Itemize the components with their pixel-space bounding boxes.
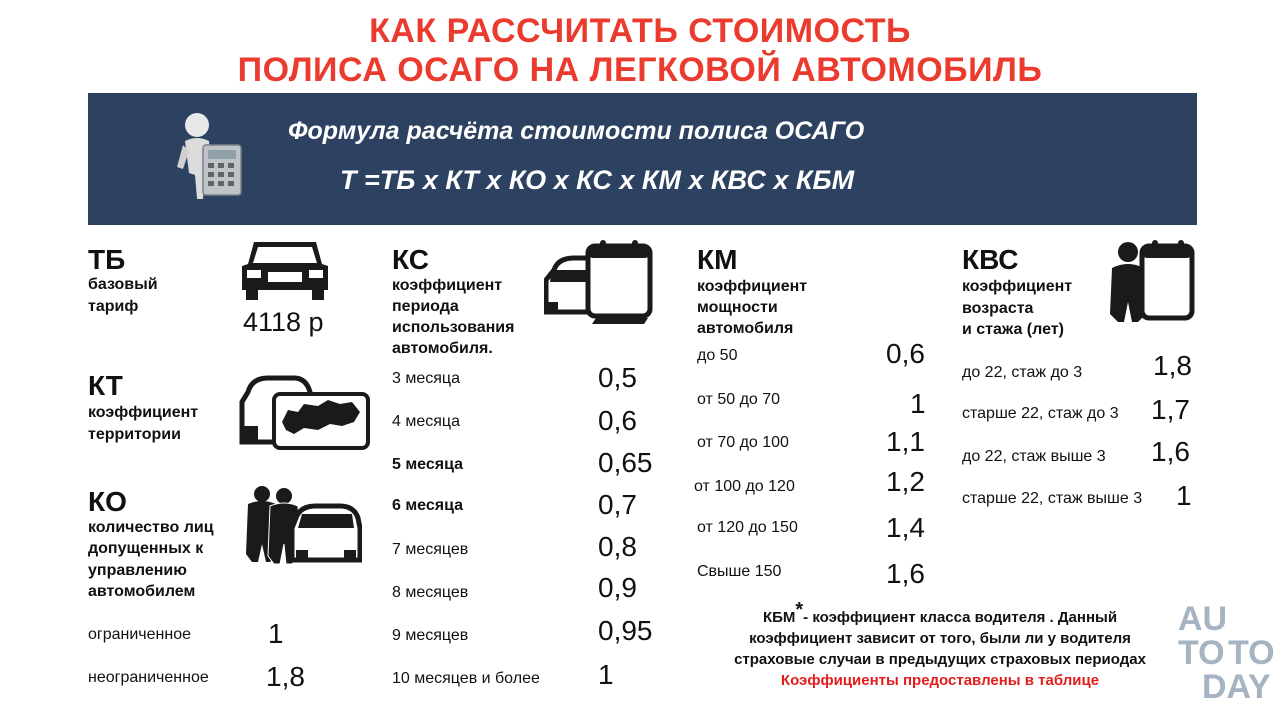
km-row-value: 1,2 <box>886 466 925 497</box>
car-front-icon <box>240 234 330 302</box>
kt-abbr: КТ <box>88 370 123 401</box>
title-line-2: ПОЛИСА ОСАГО НА ЛЕГКОВОЙ АВТОМОБИЛЬ <box>237 51 1043 89</box>
tb-value: 4118 р <box>243 307 324 337</box>
kbm-note-line-3: страховые случаи в предыдущих страховых периодах <box>734 651 1146 668</box>
kvs-desc-2: возраста <box>962 300 1034 317</box>
ks-row-value: 0,8 <box>598 531 637 562</box>
kbm-star: * <box>795 599 804 621</box>
ks-row-label: 3 месяца <box>392 370 460 387</box>
km-row-label: до 50 <box>697 347 738 364</box>
km-row-value: 1,6 <box>886 558 925 589</box>
km-row-value: 1 <box>910 388 926 419</box>
ks-row-label: 4 месяца <box>392 413 460 430</box>
kvs-abbr: КВС <box>962 244 1019 275</box>
kvs-row-value: 1,6 <box>1151 436 1190 467</box>
kbm-line-1-text: - коэффициент класса водителя . Данный <box>803 609 1118 626</box>
ko-desc-2: допущенных к <box>88 540 204 557</box>
kt-desc-1: коэффициент <box>88 404 199 421</box>
formula-banner <box>88 93 1197 225</box>
ks-row-value: 0,65 <box>598 447 653 478</box>
km-abbr: КМ <box>697 244 738 275</box>
ko-row-label: ограниченное <box>88 626 192 643</box>
tb-desc-1: базовый <box>88 276 158 293</box>
person-calendar-icon <box>1108 240 1196 324</box>
ks-row-label: 8 месяцев <box>392 584 469 601</box>
ko-row-value: 1 <box>268 618 284 649</box>
ks-row-label: 9 месяцев <box>392 627 469 644</box>
ks-row-label: 10 месяцев и более <box>392 670 540 687</box>
ks-desc-4: автомобиля. <box>392 340 493 357</box>
car-russia-map-icon <box>238 372 370 450</box>
kbm-note-line-2: коэффициент зависит от того, были ли у водителя <box>749 630 1131 647</box>
kbm-note <box>690 600 1190 691</box>
title-line-1: КАК РАССЧИТАТЬ СТОИМОСТЬ <box>369 12 911 50</box>
kt-desc-2: территории <box>88 426 181 443</box>
ks-row-value: 0,6 <box>598 405 637 436</box>
ks-abbr: КС <box>392 244 429 275</box>
kvs-row-label: до 22, стаж выше 3 <box>962 448 1106 465</box>
kbm-note-line-4: Коэффициенты предоставлены в таблице <box>780 672 1100 689</box>
watermark-line-2a: TO <box>1178 634 1225 672</box>
km-row-label: от 100 до 120 <box>694 478 795 495</box>
ks-row-label: 5 месяца <box>392 456 464 473</box>
kvs-row-label: старше 22, стаж выше 3 <box>962 490 1143 507</box>
person-calculator-icon <box>173 111 253 206</box>
ko-desc-4: автомобилем <box>88 583 196 600</box>
people-car-icon <box>240 484 362 566</box>
kvs-row-label: старше 22, стаж до 3 <box>962 405 1119 422</box>
ks-row-value: 1 <box>598 659 614 690</box>
km-row-label: от 70 до 100 <box>697 434 789 451</box>
ko-row-label: неограниченное <box>88 669 209 686</box>
watermark-line-1: AU <box>1178 600 1228 638</box>
ks-row-value: 0,5 <box>598 362 637 393</box>
km-desc-2: мощности <box>697 299 778 316</box>
ks-row-value: 0,9 <box>598 572 637 603</box>
ks-desc-2: периода <box>392 298 459 315</box>
km-row-value: 1,1 <box>886 426 925 457</box>
ko-desc-3: управлению <box>88 562 187 579</box>
km-desc-3: автомобиля <box>697 320 794 337</box>
ks-row-value: 0,95 <box>598 615 653 646</box>
ks-row-label: 7 месяцев <box>392 541 469 558</box>
kvs-row-value: 1,8 <box>1153 350 1192 381</box>
kvs-row-label: до 22, стаж до 3 <box>962 364 1083 381</box>
watermark-line-3: DAY <box>1202 668 1271 706</box>
tb-desc-2: тариф <box>88 298 139 315</box>
ko-abbr: КО <box>88 486 127 517</box>
ks-row-value: 0,7 <box>598 489 637 520</box>
ko-desc-1: количество лиц <box>88 519 214 536</box>
kvs-desc-3: и стажа (лет) <box>962 321 1064 338</box>
km-desc-1: коэффициент <box>697 278 808 295</box>
kvs-row-value: 1 <box>1176 480 1192 511</box>
ks-row-label: 6 месяца <box>392 497 464 514</box>
ks-desc-1: коэффициент <box>392 277 503 294</box>
tb-abbr: ТБ <box>88 244 126 275</box>
formula-heading: Формула расчёта стоимости полиса ОСАГО <box>288 117 865 145</box>
km-row-label: Свыше 150 <box>697 563 782 580</box>
watermark-line-2b: TO <box>1228 634 1275 672</box>
ko-row-value: 1,8 <box>266 661 305 692</box>
km-row-label: от 50 до 70 <box>697 391 781 408</box>
kvs-desc-1: коэффициент <box>962 278 1073 295</box>
kbm-abbr: КБМ <box>762 609 796 626</box>
kvs-row-value: 1,7 <box>1151 394 1190 425</box>
km-row-value: 1,4 <box>886 512 925 543</box>
km-row-label: от 120 до 150 <box>697 519 798 536</box>
formula-text: Т =ТБ х КТ х КО х КС х КМ х КВС х КБМ <box>340 165 855 195</box>
kbm-note-line-1 <box>690 600 1190 628</box>
ks-desc-3: использования <box>392 319 515 336</box>
km-row-value: 0,6 <box>886 338 925 369</box>
calendar-car-icon <box>544 240 654 324</box>
